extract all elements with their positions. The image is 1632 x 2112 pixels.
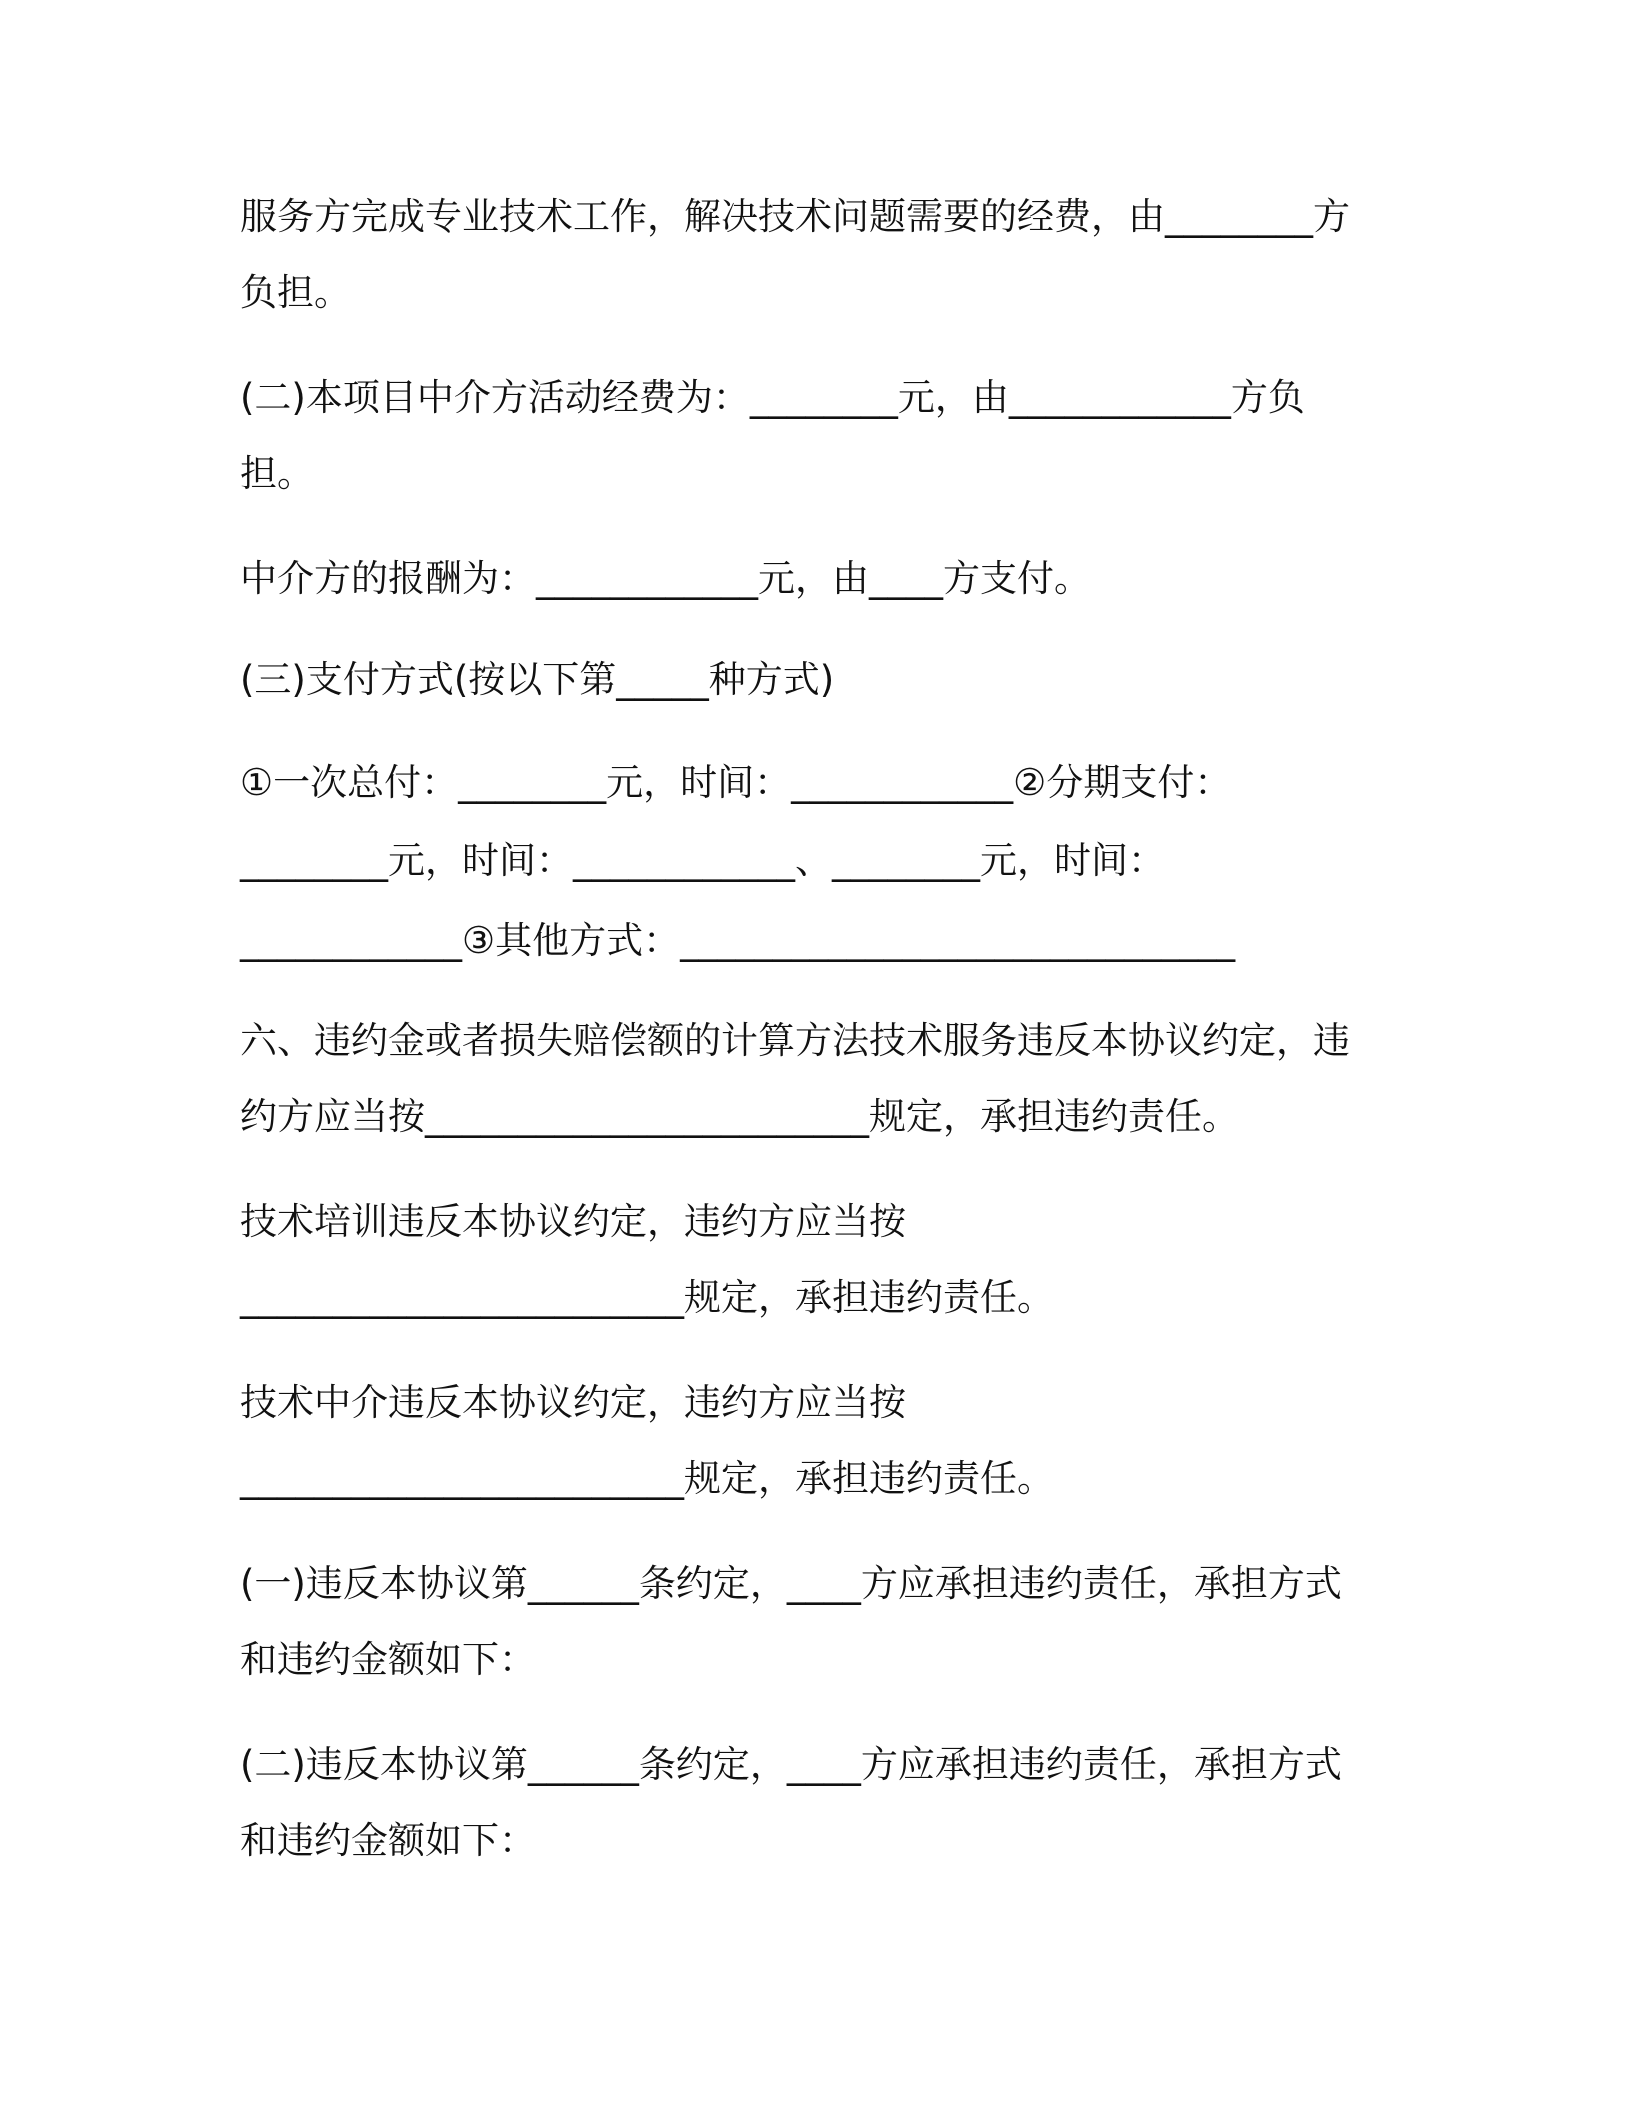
- text-line-13: ________________________规定，承担违约责任。: [240, 1276, 1054, 1319]
- text-line-16: (一)违反本协议第______条约定，____方应承担违约责任，承担方式: [240, 1562, 1342, 1605]
- text-line-6: (三)支付方式(按以下第_____种方式): [240, 658, 835, 701]
- text-line-2: 负担。: [240, 271, 351, 314]
- text-line-14: 技术中介违反本协议约定，违约方应当按: [240, 1381, 906, 1424]
- text-line-10: 六、违约金或者损失赔偿额的计算方法技术服务违反本协议约定，违: [240, 1019, 1350, 1062]
- text-line-15: ________________________规定，承担违约责任。: [240, 1457, 1054, 1500]
- text-line-8: ________元，时间：____________、________元，时间：: [240, 839, 1165, 882]
- text-line-5: 中介方的报酬为：____________元，由____方支付。: [240, 557, 1091, 600]
- text-line-12: 技术培训违反本协议约定，违约方应当按: [240, 1200, 906, 1243]
- text-line-9: ____________③其他方式：______________________________: [240, 919, 1236, 962]
- text-line-4: 担。: [240, 452, 314, 495]
- text-line-11: 约方应当按________________________规定，承担违约责任。: [240, 1095, 1239, 1138]
- text-line-3: (二)本项目中介方活动经费为：________元，由____________方负: [240, 376, 1305, 419]
- text-line-17: 和违约金额如下：: [240, 1638, 536, 1681]
- text-line-1: 服务方完成专业技术工作，解决技术问题需要的经费，由________方: [240, 195, 1350, 238]
- text-line-18: (二)违反本协议第______条约定，____方应承担违约责任，承担方式: [240, 1743, 1342, 1786]
- text-line-7: ①一次总付：________元，时间：____________②分期支付：: [240, 761, 1232, 804]
- text-line-19: 和违约金额如下：: [240, 1819, 536, 1862]
